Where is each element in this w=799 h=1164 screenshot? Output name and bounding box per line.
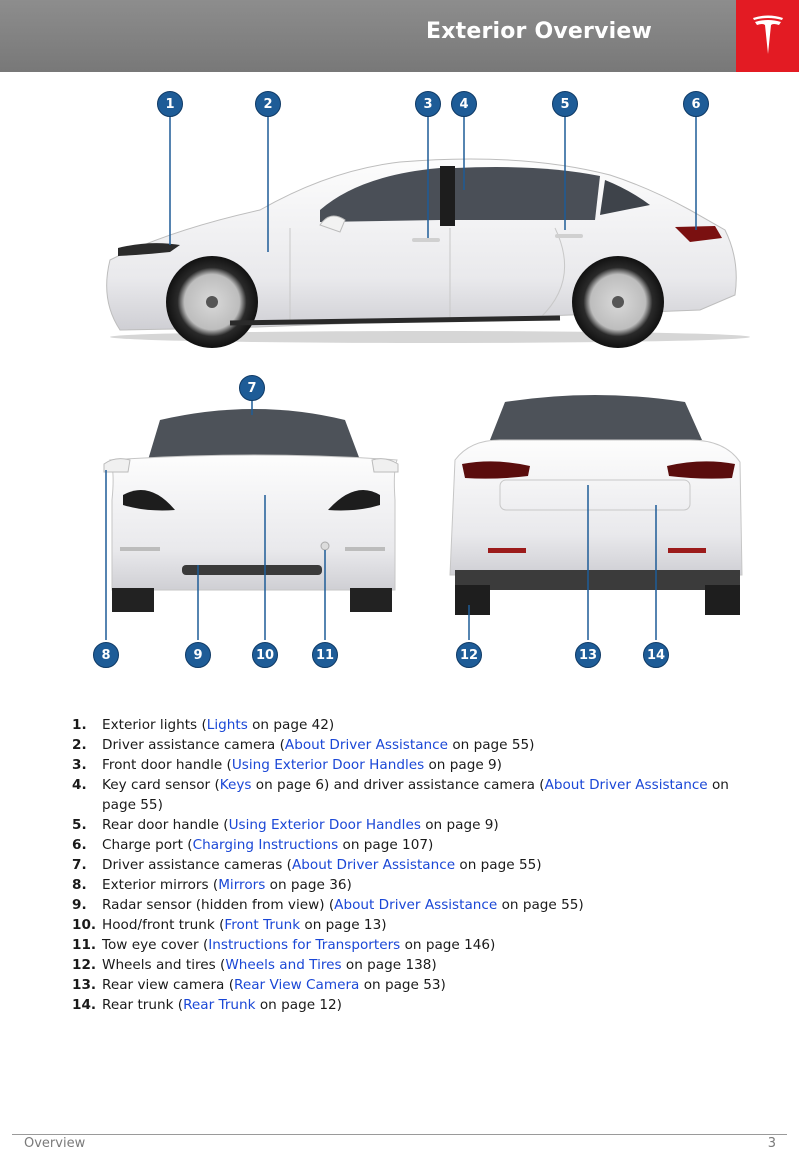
link-about-driver-assistance[interactable]: About Driver Assistance (544, 777, 708, 793)
legend-number: 14. (72, 997, 97, 1013)
link-charging-instructions[interactable]: Charging Instructions (192, 837, 339, 853)
legend-text: Radar sensor (hidden from view) (About Driver Assistance on page 55) (102, 897, 584, 913)
legend-number: 12. (72, 957, 97, 973)
legend-text: Charge port (Charging Instructions on page 107) (102, 837, 434, 853)
link-keys[interactable]: Keys (219, 777, 252, 793)
callout-11: 11 (312, 642, 338, 668)
legend-item (72, 855, 752, 875)
legend-list (72, 715, 752, 1015)
page-header (0, 0, 736, 72)
link-instructions-for-transporters[interactable]: Instructions for Transporters (208, 937, 401, 953)
legend-item (72, 975, 752, 995)
callout-12: 12 (456, 642, 482, 668)
link-wheels-and-tires[interactable]: Wheels and Tires (225, 957, 342, 973)
legend-item (72, 955, 752, 975)
side-view-car (107, 104, 750, 348)
legend-item (72, 915, 752, 935)
car-illustration (0, 80, 799, 680)
callout-7: 7 (239, 375, 265, 401)
legend-number: 4. (72, 777, 87, 793)
callout-4: 4 (451, 91, 477, 117)
legend-item (72, 755, 752, 775)
link-using-exterior-door-handles[interactable]: Using Exterior Door Handles (228, 817, 421, 833)
legend-item (72, 875, 752, 895)
legend-number: 10. (72, 917, 97, 933)
callout-8: 8 (93, 642, 119, 668)
legend-item (72, 835, 752, 855)
legend-number: 2. (72, 737, 87, 753)
legend-item (72, 775, 752, 815)
legend-number: 11. (72, 937, 97, 953)
link-about-driver-assistance[interactable]: About Driver Assistance (284, 737, 449, 753)
callout-10: 10 (252, 642, 278, 668)
callout-5: 5 (552, 91, 578, 117)
link-mirrors[interactable]: Mirrors (218, 877, 266, 893)
callout-1: 1 (157, 91, 183, 117)
tesla-logo-icon (751, 14, 785, 56)
link-using-exterior-door-handles[interactable]: Using Exterior Door Handles (231, 757, 425, 773)
callout-9: 9 (185, 642, 211, 668)
legend-text: Exterior mirrors (Mirrors on page 36) (102, 877, 352, 893)
legend-text: Key card sensor (Keys on page 6) and driver assistance camera (About Driver Assistance on page 55) (102, 777, 729, 813)
callout-2: 2 (255, 91, 281, 117)
legend-item (72, 815, 752, 835)
legend-text: Tow eye cover (Instructions for Transporters on page 146) (102, 937, 496, 953)
legend-number: 5. (72, 817, 87, 833)
legend-text: Rear door handle (Using Exterior Door Handles on page 9) (102, 817, 499, 833)
callout-14: 14 (643, 642, 669, 668)
legend-text: Hood/front trunk (Front Trunk on page 13) (102, 917, 387, 933)
legend-text: Wheels and tires (Wheels and Tires on page 138) (102, 957, 437, 973)
footer-section: Overview (24, 1136, 86, 1151)
legend-text: Rear view camera (Rear View Camera on page 53) (102, 977, 446, 993)
legend-text: Driver assistance camera (About Driver Assistance on page 55) (102, 737, 535, 753)
legend-item (72, 715, 752, 735)
link-about-driver-assistance[interactable]: About Driver Assistance (291, 857, 456, 873)
legend-number: 3. (72, 757, 87, 773)
legend-number: 13. (72, 977, 97, 993)
footer-divider (12, 1134, 787, 1135)
legend-number: 6. (72, 837, 87, 853)
brand-logo-box (736, 0, 799, 72)
callout-3: 3 (415, 91, 441, 117)
legend-item (72, 895, 752, 915)
legend-text: Front door handle (Using Exterior Door Handles on page 9) (102, 757, 502, 773)
front-view-car (104, 398, 398, 640)
legend-number: 8. (72, 877, 87, 893)
legend-number: 9. (72, 897, 87, 913)
legend-item (72, 995, 752, 1015)
legend-number: 7. (72, 857, 87, 873)
legend-text: Exterior lights (Lights on page 42) (102, 717, 335, 733)
rear-view-car (450, 395, 742, 640)
link-rear-trunk[interactable]: Rear Trunk (183, 997, 256, 1013)
callout-13: 13 (575, 642, 601, 668)
page-title: Exterior Overview (425, 19, 652, 44)
legend-item (72, 935, 752, 955)
exterior-figure (0, 80, 799, 680)
legend-text: Driver assistance cameras (About Driver Assistance on page 55) (102, 857, 542, 873)
link-front-trunk[interactable]: Front Trunk (224, 917, 301, 933)
legend-item (72, 735, 752, 755)
legend-number: 1. (72, 717, 87, 733)
link-rear-view-camera[interactable]: Rear View Camera (234, 977, 360, 993)
legend-text: Rear trunk (Rear Trunk on page 12) (102, 997, 342, 1013)
link-lights[interactable]: Lights (206, 717, 248, 733)
callout-6: 6 (683, 91, 709, 117)
link-about-driver-assistance[interactable]: About Driver Assistance (334, 897, 498, 913)
page-number: 3 (767, 1136, 776, 1151)
